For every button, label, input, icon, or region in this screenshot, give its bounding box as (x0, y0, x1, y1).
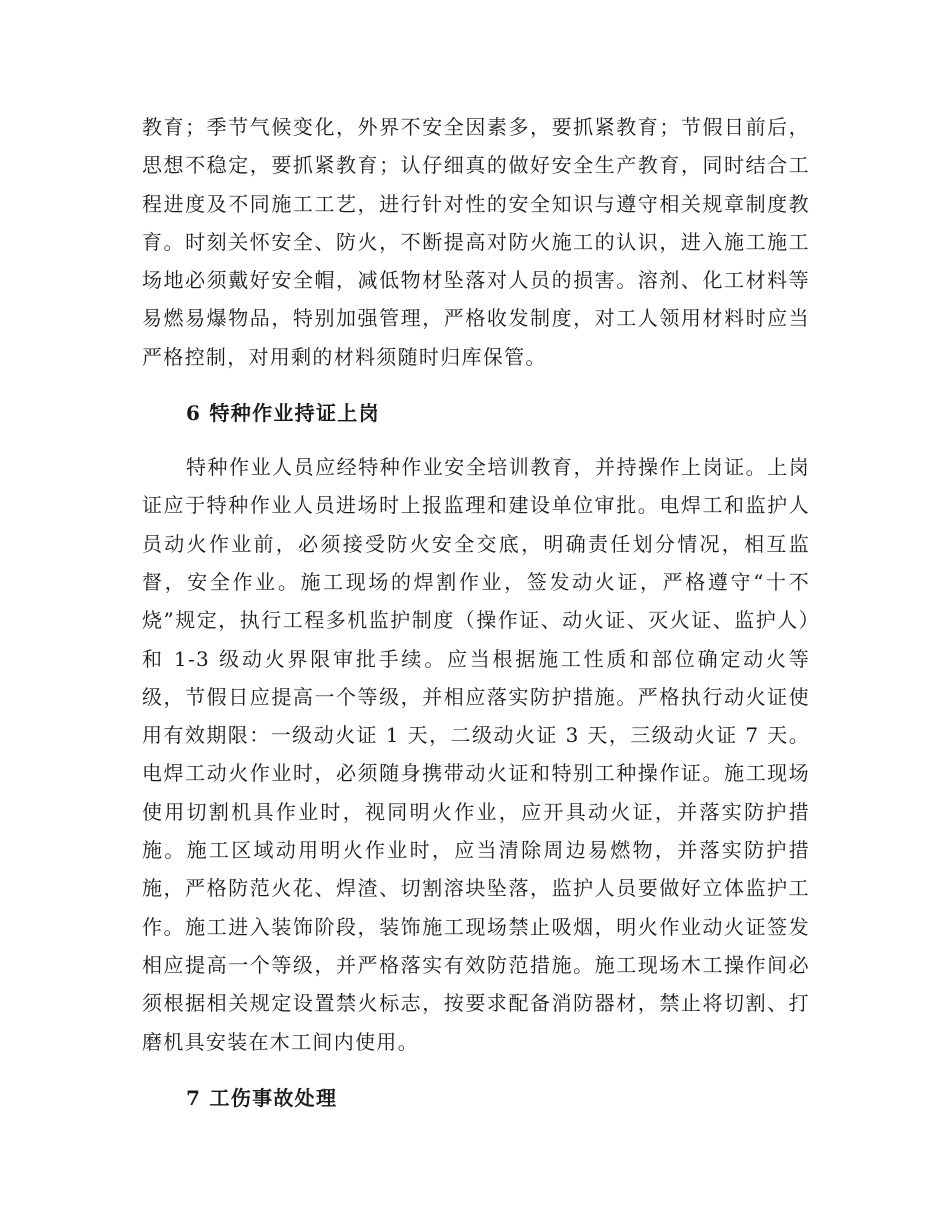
section-heading-special-operations: 6 特种作业持证上岗 (186, 401, 380, 426)
paragraph-special-operations: 特种作业人员应经特种作业安全培训教育，并持操作上岗证。上岗证应于特种作业人员进场时上报监理和建设单位审批。电焊工和监护人员动火作业前，必须接受防火安全交底，明确责任划分情况，相互监督，安全作业。施工现场的焊割作业，签发动火证，严格遵守“十不烧”规定，执行工程多机监护制度（操作证、动火证、灭火证、监护人）和 1-3 级动火界限审批手续。应当根据施工性质和部位确定动火等级，节假日应提高一个等级，并相应落实防护措施。严格执行动火证使用有效期限：一级动火证 1 天，二级动火证 3 天，三级动火证 7 天。电焊工动火作业时，必须随身携带动火证和特别工种操作证。施工现场使用切割机具作业时，视同明火作业，应开具动火证，并落实防护措施。施工区域动用明火作业时，应当清除周边易燃物，并落实防护措施，严格防范火花、焊渣、切割溶块坠落，监护人员要做好立体监护工作。施工进入装饰阶段，装饰施工现场禁止吸烟，明火作业动火证签发相应提高一个等级，并严格落实有效防范措施。施工现场木工操作间必须根据相关规定设置禁火标志，按要求配备消防器材，禁止将切割、打磨机具安装在木工间内使用。 (142, 455, 810, 1054)
document-page (142, 108, 810, 1117)
paragraph-safety-education-continued: 教育；季节气候变化，外界不安全因素多，要抓紧教育；节假日前后，思想不稳定，要抓紧教育；认仔细真的做好安全生产教育，同时结合工程进度及不同施工工艺，进行针对性的安全知识与遵守相关规章制度教育。时刻关怀安全、防火，不断提高对防火施工的认识，进入施工施工场地必须戴好安全帽，减低物材坠落对人员的损害。溶剂、化工材料等易燃易爆物品，特别加强管理，严格收发制度，对工人领用材料时应当严格控制，对用剩的材料须随时归库保管。 (142, 115, 810, 369)
section-heading-work-injury: 7 工伤事故处理 (186, 1085, 338, 1110)
